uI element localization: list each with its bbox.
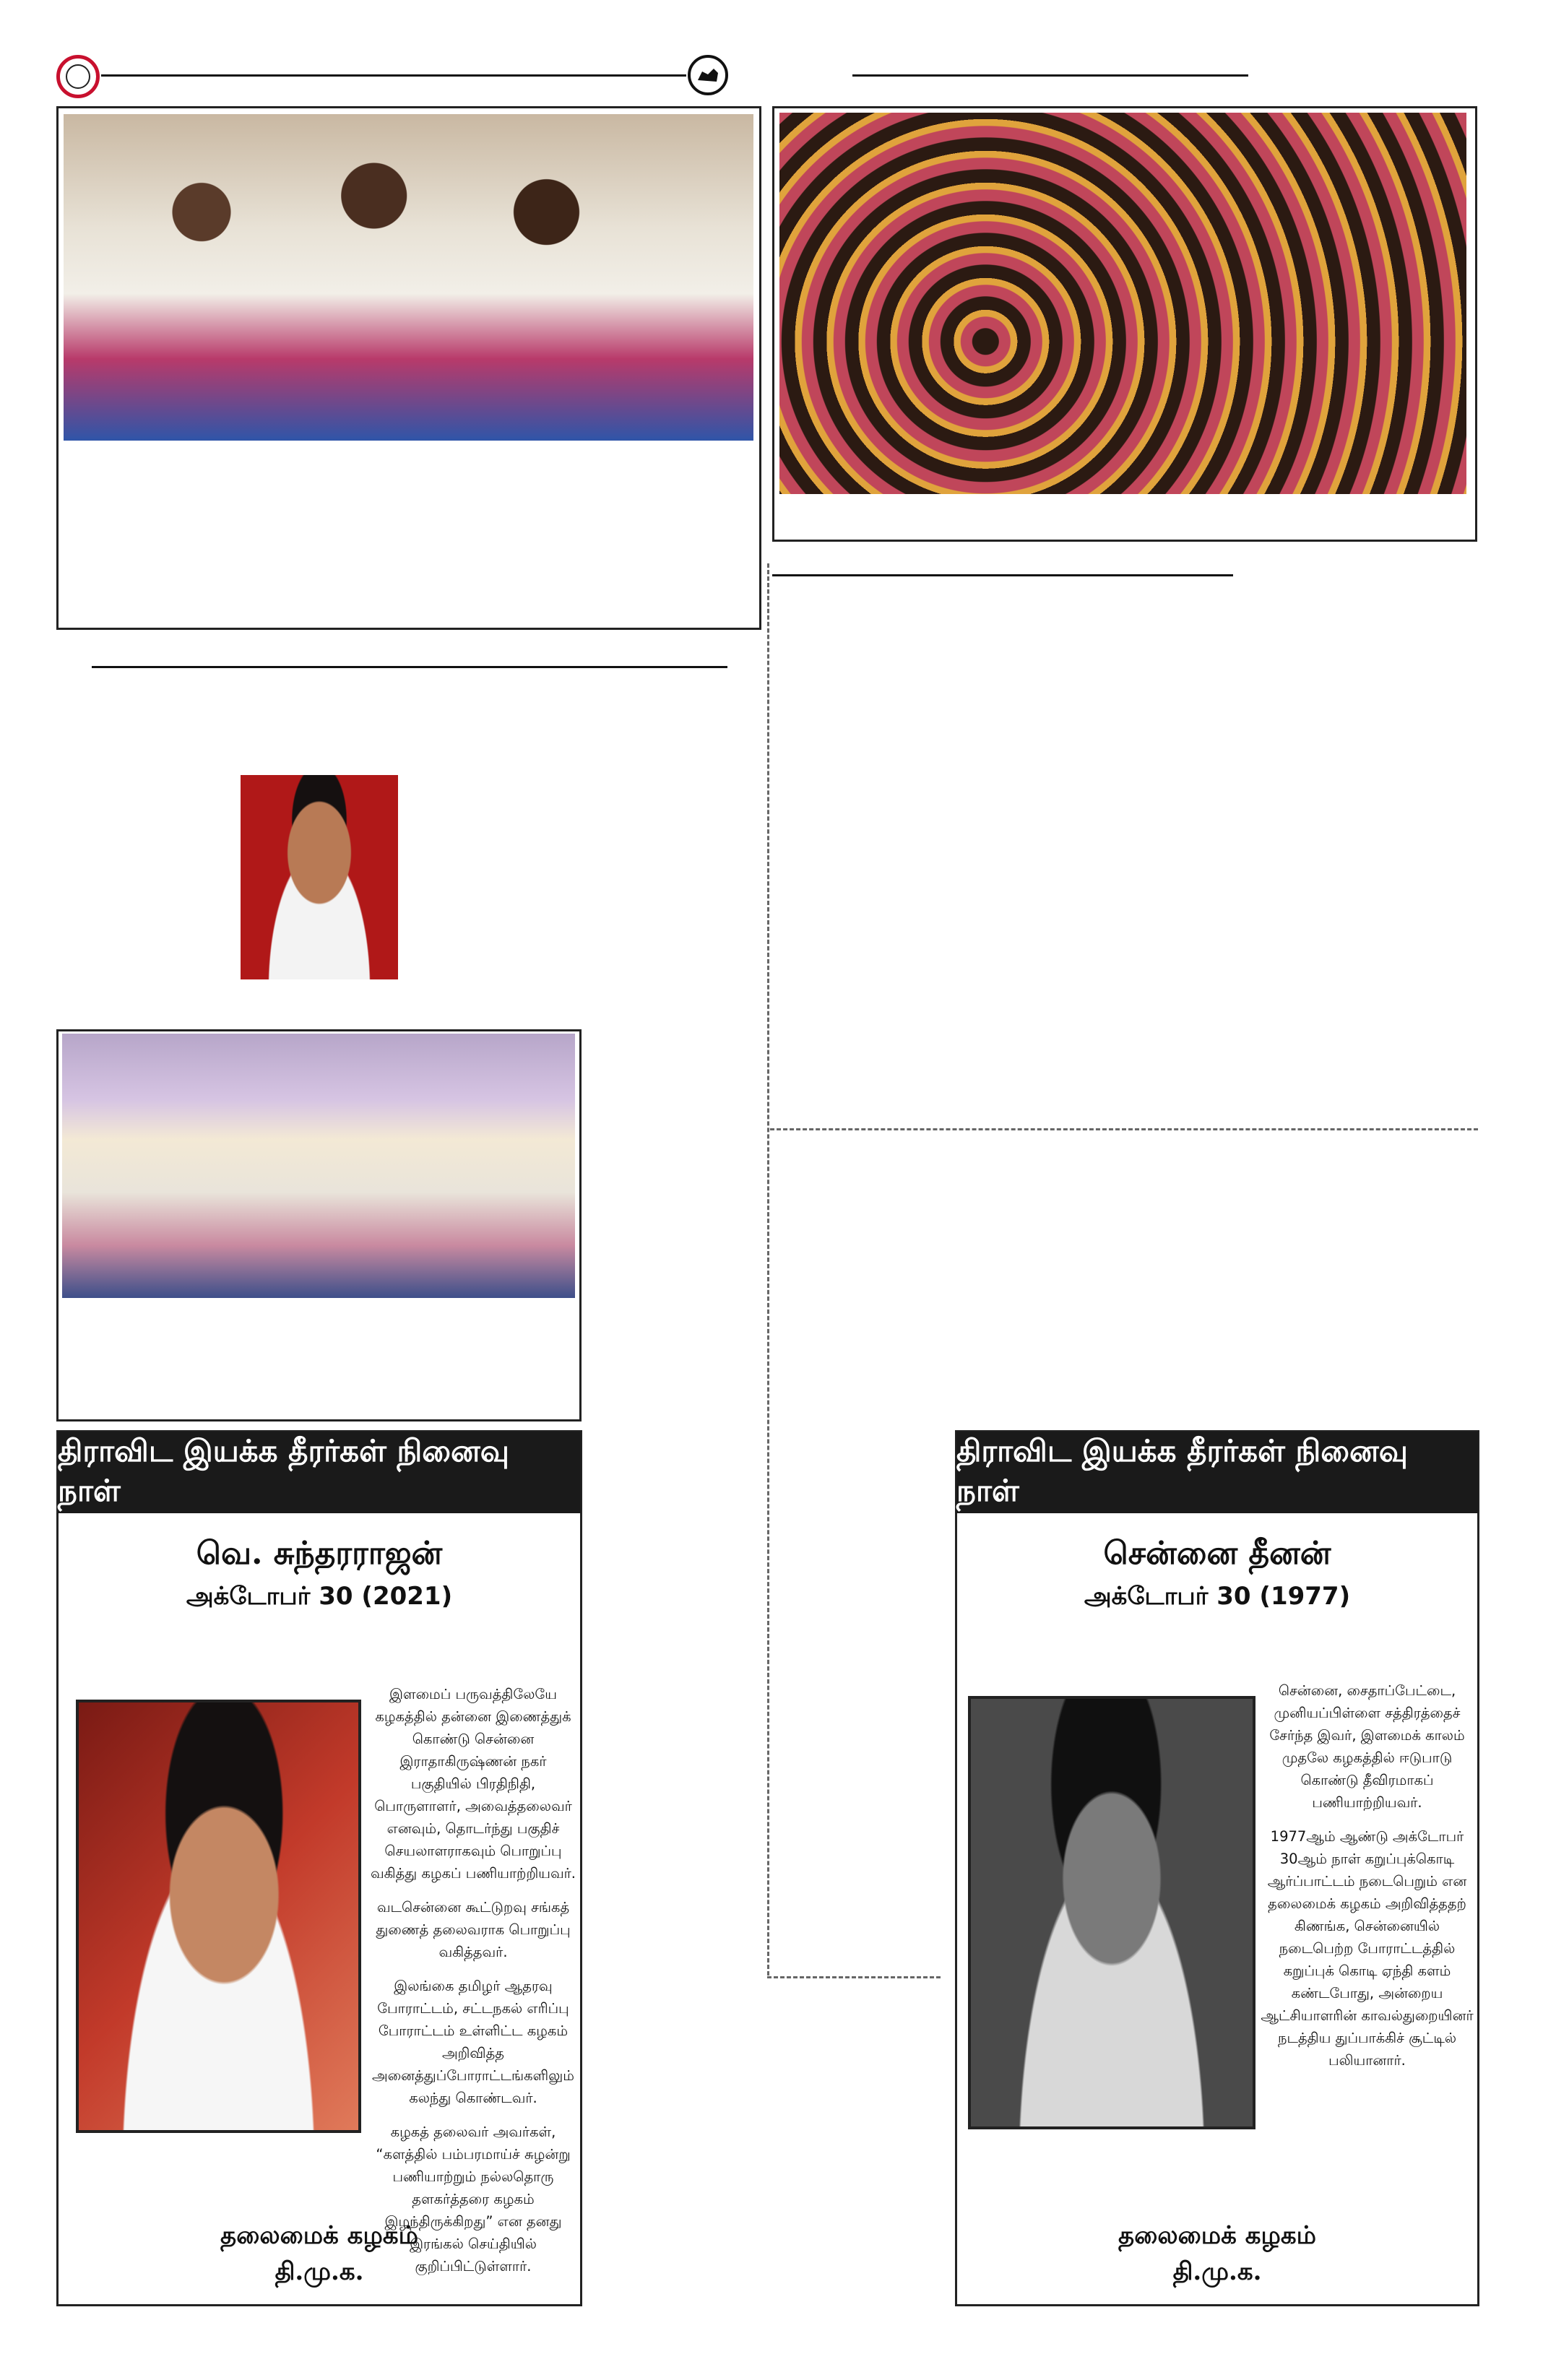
memorial-1-header: திராவிட இயக்க தீரர்கள் நினைவு நாள்: [58, 1432, 581, 1513]
column-divider: [767, 563, 769, 1976]
memorial-2-name: சென்னை தீனன்: [1103, 1535, 1331, 1572]
crowd-photo-top-right: [779, 113, 1466, 494]
memorial-1-signature: [58, 2217, 581, 2290]
memorial-1-name: வெ. சுந்தரராஜன்: [196, 1535, 443, 1572]
memorial-2-bio-p2: 1977ஆம் ஆண்டு அக்டோபர் 30ஆம் நாள் கறுப்புக்கொடி ஆர்ப்பாட்டம் நடைபெறும் என தலைமைக் கழகம் அறிவித்ததற் கிணங்க, சென்னையில் நடைபெற்ற போராட்டத்தில் கறுப்புக் கொடி ஏந்தி களம் கண்டபோது, அன்றைய ஆட்சியாளரின் காவல்துறையினர் நடத்திய துப்பாக்கிச் சூட்டில் பலியானார்.: [1261, 1828, 1474, 2069]
top-rule-left: [101, 74, 686, 77]
section-rule-right: [772, 574, 1233, 576]
memorial-1-portrait: [76, 1700, 361, 2133]
bottom-left-divider: [767, 1976, 941, 1978]
memorial-2-sign-line1: தலைமைக் கழகம்: [1118, 2221, 1316, 2250]
memorial-1-bio-p2: வடசென்னை கூட்டுறவு சங்கத் துணைத் தலைவராக பொறுப்பு வகித்தவர்.: [376, 1899, 571, 1960]
memorial-2-date: அக்டோபர் 30 (1977): [1084, 1582, 1351, 1611]
stage-event-photo: [62, 1034, 575, 1298]
memorial-2-header: திராவிட இயக்க தீரர்கள் நினைவு நாள்: [956, 1432, 1478, 1513]
memorial-1-bio-p1: இளமைப் பருவத்திலேயே கழகத்தில் தன்னை இணைத்துக் கொண்டு சென்னை இராதாகிருஷ்ணன் நகர் பகுதியில் பிரதிநிதி, பொருளாளர், அவைத்தலைவர் எனவும், தொடர்ந்து பகுதிச் செயலாளராகவும் பொறுப்பு வகித்து கழகப் பணியாற்றியவர்.: [370, 1686, 576, 1882]
emblem-icon: [688, 55, 728, 95]
memorial-1-bio-p3: இலங்கை தமிழர் ஆதரவு போராட்டம், சட்டநகல் எரிப்பு போராட்டம் உள்ளிட்ட கழகம் அறிவித்த அனைத்துப்போராட்டங்களிலும் கலந்து கொண்டவர்.: [372, 1978, 574, 2106]
memorial-1-sign-line1: தலைமைக் கழகம்: [220, 2221, 418, 2250]
section-rule-left: [92, 666, 727, 668]
memorial-2-sign-line2: தி.மு.க.: [1172, 2257, 1262, 2286]
memorial-1-bio-p4: கழகத் தலைவர் அவர்கள், “களத்தில் பம்பரமாய்ச் சுழன்று பணியாற்றும் நல்லதொரு தளகர்த்தரை கழகம் இழந்திருக்கிறது” என தனது இரங்கல் செய்தியில் குறிப்பிட்டுள்ளார்.: [376, 2124, 571, 2275]
memorial-2-portrait: [968, 1696, 1255, 2129]
memorial-1-bio: [368, 1683, 578, 2289]
top-rule-right: [852, 74, 1248, 77]
memorial-2-bio-p1: சென்னை, சைதாப்பேட்டை, முனியப்பிள்ளை சத்திரத்தைச் சேர்ந்த இவர், இளமைக் காலம் முதலே கழகத்தில் ஈடுபாடு கொண்டு தீவிரமாகப் பணியாற்றியவர்.: [1269, 1682, 1465, 1811]
portrait-photo-mid-left: [241, 775, 398, 979]
event-photo-top-left: [64, 114, 753, 441]
party-logo-icon: [56, 55, 100, 98]
memorial-2-bio: [1261, 1679, 1474, 2083]
memorial-1-date: அக்டோபர் 30 (2021): [186, 1582, 453, 1611]
memorial-2-signature: [956, 2217, 1478, 2290]
right-section-divider: [770, 1128, 1478, 1130]
memorial-1-sign-line2: தி.மு.க.: [275, 2257, 364, 2286]
